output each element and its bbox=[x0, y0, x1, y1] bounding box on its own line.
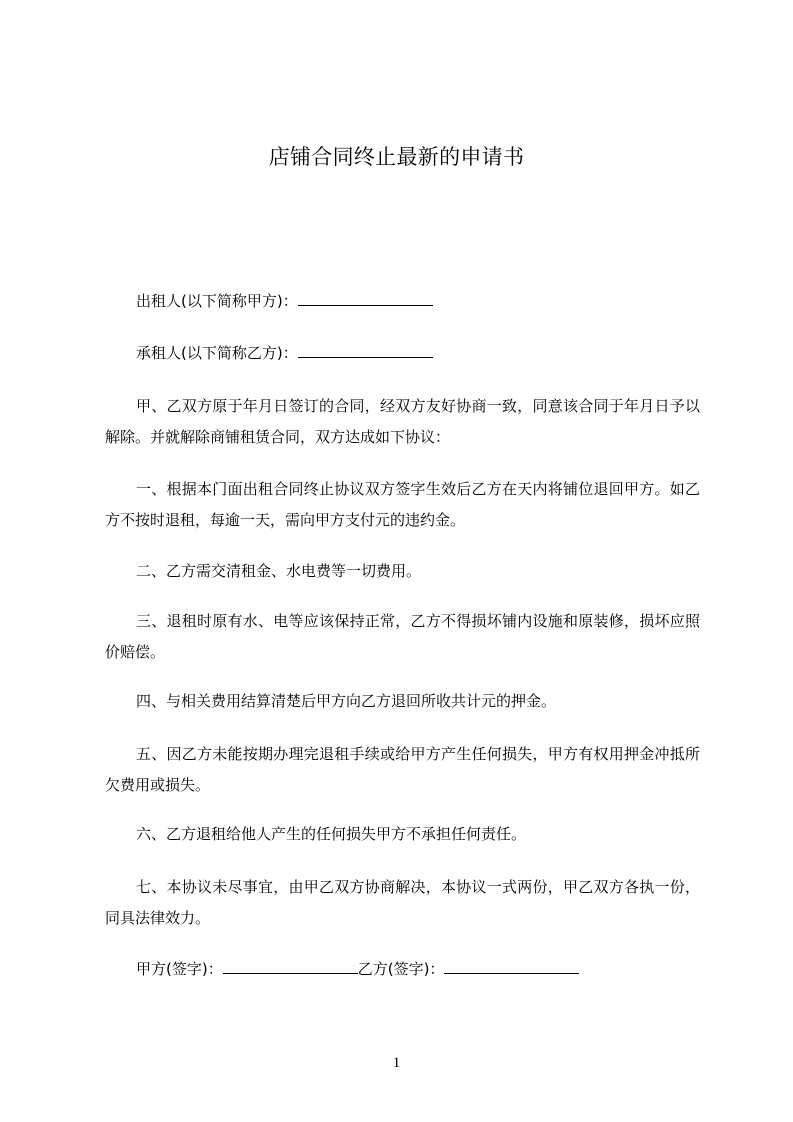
party-a-signature-blank bbox=[223, 959, 358, 974]
intro-paragraph: 甲、乙双方原于年月日签订的合同，经双方友好协商一致，同意该合同于年月日予以解除。并就解除商铺租赁合同，双方达成如下协议： bbox=[105, 397, 700, 446]
party-a-signature-label: 甲方(签字)： bbox=[136, 960, 223, 978]
lessee-label: 承租人(以下简称乙方)： bbox=[136, 344, 298, 362]
clause-6: 六、乙方退租给他人产生的任何损失甲方不承担任何责任。 bbox=[136, 825, 527, 843]
page-number: 1 bbox=[392, 1055, 401, 1071]
clause-2: 二、乙方需交清租金、水电费等一切费用。 bbox=[136, 562, 422, 580]
signature-line bbox=[105, 954, 700, 985]
clause-3: 三、退租时原有水、电等应该保持正常，乙方不得损坏铺内设施和原装修，损坏应照价赔偿。 bbox=[105, 612, 700, 661]
party-b-signature-label: 乙方(签字)： bbox=[357, 960, 445, 978]
clause-1: 一、根据本门面出租合同终止协议双方签字生效后乙方在天内将铺位退回甲方。如乙方不按时退租，每逾一天，需向甲方支付元的违约金。 bbox=[105, 480, 700, 529]
lessor-blank bbox=[298, 291, 433, 306]
lessee-line bbox=[105, 338, 700, 369]
clause-4: 四、与相关费用结算清楚后甲方向乙方退回所收共计元的押金。 bbox=[136, 692, 557, 710]
clause-7: 七、本协议未尽事宜，由甲乙双方协商解决，本协议一式两份，甲乙双方各执一份，同具法律效力。 bbox=[105, 878, 700, 927]
clause-5: 五、因乙方未能按期办理完退租手续或给甲方产生任何损失，甲方有权用押金冲抵所欠费用或损失。 bbox=[105, 745, 700, 794]
lessor-line bbox=[105, 286, 700, 317]
lessee-blank bbox=[298, 343, 433, 358]
lessor-label: 出租人(以下简称甲方)： bbox=[136, 292, 298, 310]
document-title: 店铺合同终止最新的申请书 bbox=[268, 145, 525, 169]
party-b-signature-blank bbox=[444, 959, 579, 974]
